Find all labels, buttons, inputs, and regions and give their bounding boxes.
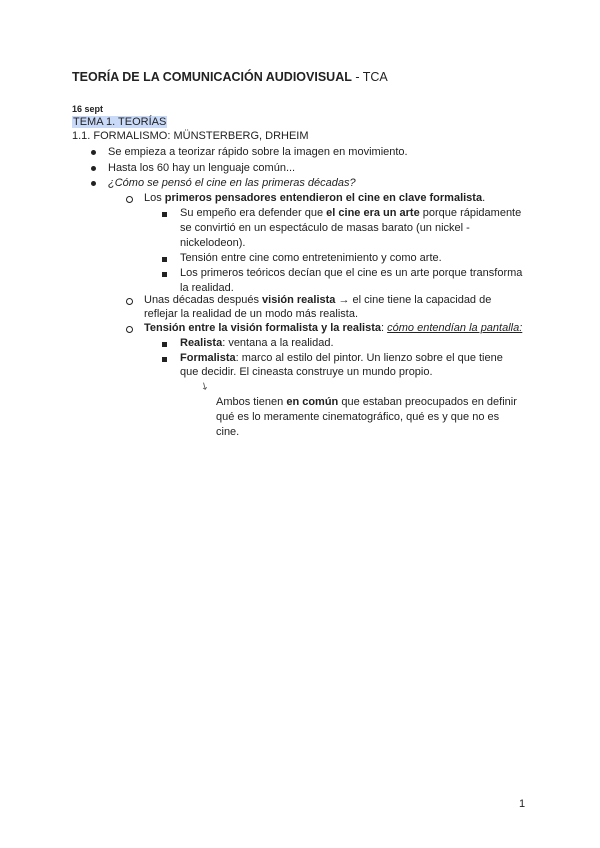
bullet-text <box>180 336 334 350</box>
text-run: . <box>482 192 486 204</box>
bullet-square <box>162 342 167 347</box>
bullet-dot <box>91 181 96 186</box>
text-bold: Tensión entre la visión formalista y la realista <box>144 322 381 334</box>
bullet-square <box>162 257 167 262</box>
text-run: que estaban preocupados en definir <box>338 396 517 408</box>
text-run: : marco al estilo del pintor. Un lienzo sobre el que tiene <box>235 352 503 364</box>
bullet-text-cont: nickelodeon). <box>180 237 246 249</box>
text-run: : <box>381 322 388 334</box>
bullet-text <box>180 206 521 220</box>
text-run: Unas décadas después <box>144 294 263 306</box>
text-bold: visión realista <box>262 294 336 306</box>
bullet-text <box>144 191 485 205</box>
text-underlined: cómo entendían la pantalla: <box>387 322 523 334</box>
title-acronym: - TCA <box>351 70 388 84</box>
text-run: Ambos tienen <box>216 396 287 408</box>
bullet-dot <box>91 166 96 171</box>
bullet-square <box>162 272 167 277</box>
text-run: porque rápidamente <box>419 207 522 219</box>
text-bold: Formalista <box>180 352 236 364</box>
bullet-text: Se empieza a teorizar rápido sobre la imagen en movimiento. <box>108 146 408 158</box>
bullet-square <box>162 357 167 362</box>
text-bold: el cine era un arte <box>326 207 420 219</box>
bullet-text: Hasta los 60 hay un lenguaje común... <box>108 162 296 174</box>
bullet-text-cont: reflejar la realidad de un modo más realista. <box>144 308 359 320</box>
title-main: TEORÍA DE LA COMUNICACIÓN AUDIOVISUAL <box>72 70 352 84</box>
page-number: 1 <box>519 798 526 810</box>
text-bold: en común <box>286 396 339 408</box>
text-run: Su empeño era defender que <box>180 207 327 219</box>
bullet-circle <box>126 326 133 333</box>
text-bold: primeros pensadores entendieron el cine en clave formalista <box>164 192 483 204</box>
document-title <box>72 70 388 84</box>
bullet-text <box>144 293 491 307</box>
text-run: Los <box>144 192 165 204</box>
note-text-cont: cine. <box>216 426 240 438</box>
note-text <box>216 395 517 409</box>
bullet-text-cont: que decidir. El cineasta construye un mundo propio. <box>180 366 433 378</box>
bullet-text: Los primeros teóricos decían que el cine es un arte porque transforma <box>180 267 523 279</box>
text-run: : ventana a la realidad. <box>222 337 334 349</box>
note-text-cont: qué es lo meramente cinematográfico, qué es y que no es <box>216 411 500 423</box>
bullet-circle <box>126 196 133 203</box>
bullet-text-cont: se convirtió en un espectáculo de masas barato (un nickel - <box>180 222 470 234</box>
arrow-down-right-icon: ↘ <box>197 379 211 394</box>
date-label: 16 sept <box>72 104 104 114</box>
section-heading: TEMA 1. TEORÍAS <box>73 116 167 128</box>
bullet-circle <box>126 298 133 305</box>
bullet-text: ¿Cómo se pensó el cine en las primeras décadas? <box>108 177 356 189</box>
bullet-text-cont: la realidad. <box>180 282 234 294</box>
bullet-text: Tensión entre cine como entretenimiento y como arte. <box>180 252 442 264</box>
text-bold: Realista <box>180 337 223 349</box>
bullet-square <box>162 212 167 217</box>
bullet-text <box>144 321 522 335</box>
bullet-dot <box>91 150 96 155</box>
text-run: → el cine tiene la capacidad de <box>335 294 492 306</box>
subsection-heading: 1.1. FORMALISMO: MÜNSTERBERG, DRHEIM <box>72 130 309 142</box>
bullet-text <box>180 351 503 365</box>
